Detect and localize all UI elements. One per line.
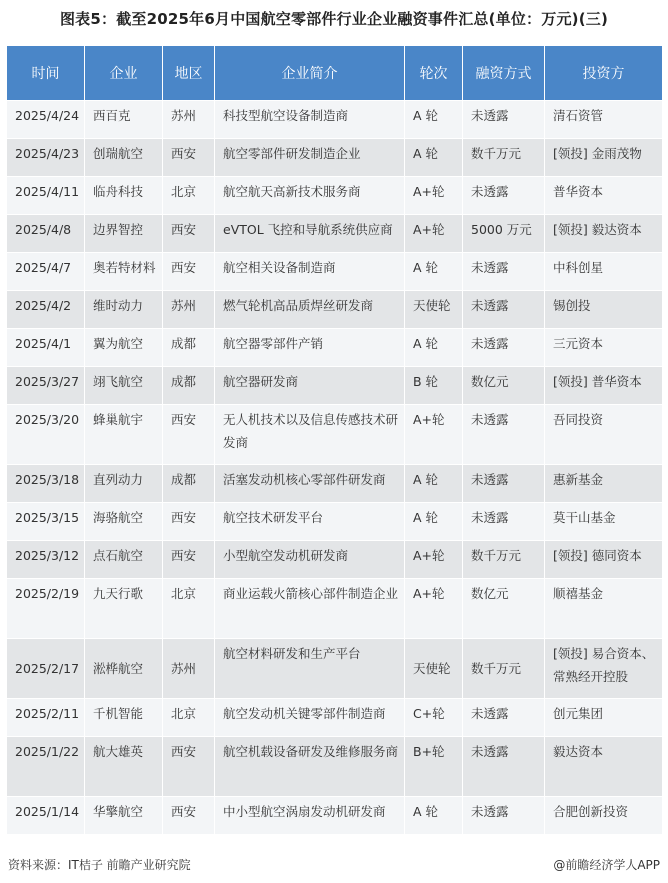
cell-investor: 锡创投 — [545, 291, 663, 329]
cell-investor: 清石资管 — [545, 101, 663, 139]
cell-intro: 无人机技术以及信息传感技术研发商 — [215, 405, 405, 465]
cell-date: 2025/4/2 — [7, 291, 85, 329]
cell-investor: [领投] 易合资本、常熟经开控股 — [545, 639, 663, 699]
cell-company: 千机智能 — [85, 699, 163, 737]
cell-intro: 航空器零部件产销 — [215, 329, 405, 367]
table-row — [7, 639, 663, 699]
cell-company: 边界智控 — [85, 215, 163, 253]
table-row — [7, 579, 663, 639]
cell-investor: [领投] 德同资本 — [545, 541, 663, 579]
cell-round: C+轮 — [405, 699, 463, 737]
cell-region: 成都 — [163, 367, 215, 405]
column-header-date: 时间 — [7, 46, 85, 101]
source-note: 资料来源：IT桔子 前瞻产业研究院 — [8, 858, 191, 872]
cell-company: 西百克 — [85, 101, 163, 139]
cell-region: 苏州 — [163, 639, 215, 699]
column-header-intro: 企业简介 — [215, 46, 405, 101]
cell-region: 苏州 — [163, 291, 215, 329]
cell-amount: 未透露 — [463, 503, 545, 541]
table-row — [7, 405, 663, 465]
cell-company: 航大雄英 — [85, 737, 163, 797]
cell-investor: 顺禧基金 — [545, 579, 663, 639]
cell-date: 2025/3/12 — [7, 541, 85, 579]
cell-intro: 小型航空发动机研发商 — [215, 541, 405, 579]
cell-investor: 莫干山基金 — [545, 503, 663, 541]
cell-amount: 未透露 — [463, 101, 545, 139]
cell-company: 华擎航空 — [85, 797, 163, 835]
cell-investor: 合肥创新投资 — [545, 797, 663, 835]
cell-round: A 轮 — [405, 139, 463, 177]
cell-company: 临舟科技 — [85, 177, 163, 215]
cell-date: 2025/3/20 — [7, 405, 85, 465]
cell-company: 点石航空 — [85, 541, 163, 579]
column-header-investor: 投资方 — [545, 46, 663, 101]
financing-table — [6, 45, 663, 835]
cell-date: 2025/4/24 — [7, 101, 85, 139]
cell-amount: 5000 万元 — [463, 215, 545, 253]
cell-amount: 数亿元 — [463, 579, 545, 639]
cell-intro: 航空航天高新技术服务商 — [215, 177, 405, 215]
cell-company: 奥若特材料 — [85, 253, 163, 291]
cell-date: 2025/1/22 — [7, 737, 85, 797]
cell-region: 北京 — [163, 699, 215, 737]
cell-amount: 数亿元 — [463, 367, 545, 405]
cell-amount: 未透露 — [463, 177, 545, 215]
cell-company: 翊飞航空 — [85, 367, 163, 405]
cell-date: 2025/4/11 — [7, 177, 85, 215]
cell-region: 西安 — [163, 253, 215, 291]
cell-region: 北京 — [163, 177, 215, 215]
cell-amount: 未透露 — [463, 699, 545, 737]
cell-region: 西安 — [163, 503, 215, 541]
table-header-row — [7, 46, 663, 101]
cell-investor: 三元资本 — [545, 329, 663, 367]
cell-company: 直列动力 — [85, 465, 163, 503]
cell-date: 2025/4/1 — [7, 329, 85, 367]
cell-intro: 航空器研发商 — [215, 367, 405, 405]
cell-amount: 数千万元 — [463, 541, 545, 579]
cell-amount: 未透露 — [463, 329, 545, 367]
cell-round: B+轮 — [405, 737, 463, 797]
table-row — [7, 139, 663, 177]
cell-amount: 数千万元 — [463, 639, 545, 699]
table-row — [7, 291, 663, 329]
page-title: 图表5：截至2025年6月中国航空零部件行业企业融资事件汇总(单位：万元)(三) — [59, 10, 609, 28]
cell-round: A 轮 — [405, 503, 463, 541]
cell-intro: 活塞发动机核心零部件研发商 — [215, 465, 405, 503]
cell-amount: 未透露 — [463, 405, 545, 465]
cell-round: A+轮 — [405, 177, 463, 215]
table-row — [7, 541, 663, 579]
cell-region: 成都 — [163, 465, 215, 503]
cell-round: A 轮 — [405, 797, 463, 835]
cell-company: 翼为航空 — [85, 329, 163, 367]
cell-region: 苏州 — [163, 101, 215, 139]
cell-intro: eVTOL 飞控和导航系统供应商 — [215, 215, 405, 253]
cell-date: 2025/3/18 — [7, 465, 85, 503]
cell-round: A+轮 — [405, 541, 463, 579]
cell-date: 2025/3/27 — [7, 367, 85, 405]
cell-company: 海骆航空 — [85, 503, 163, 541]
table-row — [7, 797, 663, 835]
cell-region: 成都 — [163, 329, 215, 367]
cell-round: 天使轮 — [405, 291, 463, 329]
column-header-company: 企业 — [85, 46, 163, 101]
cell-round: A 轮 — [405, 465, 463, 503]
cell-region: 北京 — [163, 579, 215, 639]
cell-round: A+轮 — [405, 405, 463, 465]
cell-region: 西安 — [163, 139, 215, 177]
cell-region: 西安 — [163, 215, 215, 253]
cell-company: 九天行歌 — [85, 579, 163, 639]
cell-company: 创瑞航空 — [85, 139, 163, 177]
cell-intro: 航空发动机关键零部件制造商 — [215, 699, 405, 737]
cell-round: A 轮 — [405, 253, 463, 291]
cell-date: 2025/2/17 — [7, 639, 85, 699]
cell-region: 西安 — [163, 797, 215, 835]
table-row — [7, 737, 663, 797]
cell-date: 2025/4/23 — [7, 139, 85, 177]
cell-amount: 未透露 — [463, 253, 545, 291]
cell-company: 蜂巢航宇 — [85, 405, 163, 465]
cell-region: 西安 — [163, 737, 215, 797]
brand-credit: @前瞻经济学人APP — [553, 858, 660, 872]
cell-amount: 未透露 — [463, 737, 545, 797]
cell-region: 西安 — [163, 541, 215, 579]
cell-amount: 未透露 — [463, 291, 545, 329]
table-row — [7, 367, 663, 405]
cell-intro: 中小型航空涡扇发动机研发商 — [215, 797, 405, 835]
cell-round: A 轮 — [405, 329, 463, 367]
cell-intro: 燃气轮机高品质焊丝研发商 — [215, 291, 405, 329]
cell-investor: 毅达资本 — [545, 737, 663, 797]
cell-amount: 数千万元 — [463, 139, 545, 177]
column-header-region: 地区 — [163, 46, 215, 101]
cell-intro: 航空机载设备研发及维修服务商 — [215, 737, 405, 797]
cell-investor: [领投] 金雨茂物 — [545, 139, 663, 177]
cell-date: 2025/4/8 — [7, 215, 85, 253]
cell-round: 天使轮 — [405, 639, 463, 699]
cell-date: 2025/2/11 — [7, 699, 85, 737]
cell-intro: 航空技术研发平台 — [215, 503, 405, 541]
cell-round: A 轮 — [405, 101, 463, 139]
table-row — [7, 699, 663, 737]
cell-intro: 航空材料研发和生产平台 — [215, 639, 405, 699]
cell-intro: 科技型航空设备制造商 — [215, 101, 405, 139]
cell-round: A+轮 — [405, 579, 463, 639]
table-row — [7, 503, 663, 541]
cell-round: B 轮 — [405, 367, 463, 405]
column-header-round: 轮次 — [405, 46, 463, 101]
table-row — [7, 101, 663, 139]
cell-investor: [领投] 毅达资本 — [545, 215, 663, 253]
cell-date: 2025/3/15 — [7, 503, 85, 541]
cell-intro: 航空零部件研发制造企业 — [215, 139, 405, 177]
cell-date: 2025/1/14 — [7, 797, 85, 835]
cell-investor: 惠新基金 — [545, 465, 663, 503]
cell-investor: 中科创星 — [545, 253, 663, 291]
cell-investor: 创元集团 — [545, 699, 663, 737]
cell-investor: [领投] 普华资本 — [545, 367, 663, 405]
cell-investor: 吾同投资 — [545, 405, 663, 465]
table-row — [7, 215, 663, 253]
cell-round: A+轮 — [405, 215, 463, 253]
table-row — [7, 177, 663, 215]
cell-company: 淞桦航空 — [85, 639, 163, 699]
table-body — [7, 101, 663, 835]
cell-investor: 普华资本 — [545, 177, 663, 215]
cell-intro: 商业运载火箭核心部件制造企业 — [215, 579, 405, 639]
cell-date: 2025/4/7 — [7, 253, 85, 291]
cell-company: 维时动力 — [85, 291, 163, 329]
table-row — [7, 465, 663, 503]
table-row — [7, 329, 663, 367]
cell-intro: 航空相关设备制造商 — [215, 253, 405, 291]
table-row — [7, 253, 663, 291]
cell-amount: 未透露 — [463, 797, 545, 835]
cell-date: 2025/2/19 — [7, 579, 85, 639]
cell-amount: 未透露 — [463, 465, 545, 503]
cell-region: 西安 — [163, 405, 215, 465]
column-header-amount: 融资方式 — [463, 46, 545, 101]
